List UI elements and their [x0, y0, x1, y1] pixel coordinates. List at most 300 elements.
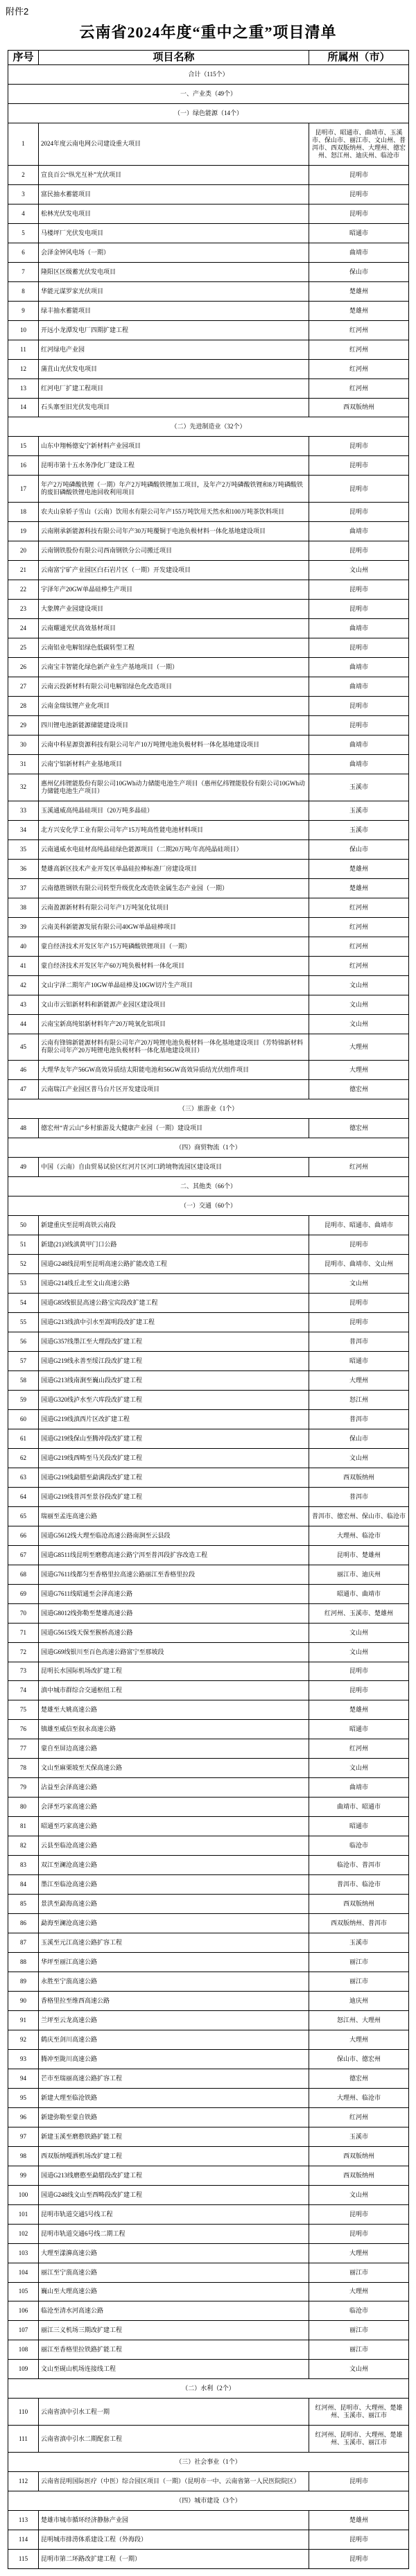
category-label: 一、产业类（49个）: [8, 84, 409, 103]
project-location: 曲靖市: [309, 522, 409, 541]
row-number: 51: [8, 1235, 39, 1255]
project-name: 国道G7611线都匀至香格里拉高速公路丽江至香格里拉段: [39, 1565, 309, 1584]
table-row: [8, 937, 409, 956]
subcategory-row: [8, 1196, 409, 1216]
table-row: [8, 223, 409, 243]
project-name: 文山至麻栗坡至天保高速公路: [39, 1759, 309, 1778]
row-number: 73: [8, 1662, 39, 1681]
project-location: 丽江市: [309, 1953, 409, 1972]
project-location: 昭通市: [309, 1817, 409, 1836]
table-row: [8, 561, 409, 580]
subcategory-label: （四）商贸物流（1个）: [8, 1138, 409, 1158]
project-location: 曲靖市: [309, 677, 409, 697]
table-row: [8, 522, 409, 541]
row-number: 6: [8, 243, 39, 262]
table-row: [8, 2010, 409, 2030]
row-number: 49: [8, 1158, 39, 1177]
row-number: 8: [8, 281, 39, 301]
project-name: 云南富宁矿产业园区白石岩片区（一期）开发建设项目: [39, 561, 309, 580]
row-number: 69: [8, 1584, 39, 1603]
row-number: 83: [8, 1856, 39, 1875]
subcategory-row: [8, 2379, 409, 2399]
table-row: [8, 735, 409, 754]
row-number: 11: [8, 340, 39, 359]
project-location: 文山州: [309, 2360, 409, 2379]
table-row: [8, 1409, 409, 1429]
project-location: 玉溪市: [309, 1933, 409, 1953]
project-name: 山东中翔畅德安宁新材料产业园项目: [39, 437, 309, 456]
total-row: [8, 65, 409, 85]
project-name: 马楼坪厂光伏发电项目: [39, 223, 309, 243]
project-location: 昆明市、曲靖市、文山州: [309, 1255, 409, 1274]
row-number: 55: [8, 1313, 39, 1332]
table-row: [8, 1313, 409, 1332]
project-location: 昆明市: [309, 1662, 409, 1681]
row-number: 20: [8, 541, 39, 561]
table-row: [8, 1332, 409, 1352]
project-location: 文山州: [309, 1623, 409, 1642]
table-row: [8, 1700, 409, 1720]
table-row: [8, 839, 409, 859]
category-label: 二、其他类（66个）: [8, 1177, 409, 1196]
table-row: [8, 2224, 409, 2243]
project-name: 云南耀通光伏高效基材项目: [39, 619, 309, 638]
table-row: [8, 541, 409, 561]
row-number: 52: [8, 1255, 39, 1274]
table-row: [8, 1642, 409, 1662]
project-name: 大象牌产业园建设项目: [39, 600, 309, 619]
project-name: 蒙自至屏边高速公路: [39, 1739, 309, 1759]
table-row: [8, 1933, 409, 1953]
project-location: 红河州: [309, 1158, 409, 1177]
project-name: 大理至漾濞高速公路: [39, 2243, 309, 2263]
project-name: 云南省滇中引水二期配套工程: [39, 2426, 309, 2453]
row-number: 115: [8, 2550, 39, 2569]
project-name: 西双版纳嘎洒机场改扩建工程: [39, 2146, 309, 2166]
row-number: 93: [8, 2049, 39, 2069]
row-number: 60: [8, 1409, 39, 1429]
row-number: 79: [8, 1778, 39, 1798]
table-row: [8, 1817, 409, 1836]
table-row: [8, 1080, 409, 1099]
project-name: 瑞丽至孟连高速公路: [39, 1506, 309, 1526]
table-row: [8, 2127, 409, 2146]
project-name: 蒙自经济技术开发区年产60万吨负极材料一体化项目: [39, 956, 309, 975]
project-name: 会泽金钟风电场（一期）: [39, 243, 309, 262]
project-location: 红河州、昆明市、大理州、楚雄州、玉溪市、丽江市: [309, 2426, 409, 2453]
project-name: 开远小龙潭发电厂四期扩建工程: [39, 320, 309, 340]
project-name: 新建弥勒至蒙自铁路: [39, 2107, 309, 2127]
table-row: [8, 1681, 409, 1700]
row-number: 27: [8, 677, 39, 697]
row-number: 92: [8, 2030, 39, 2049]
project-name: 国道G219线勐腊至勐满段改扩建工程: [39, 1468, 309, 1487]
table-row: [8, 2550, 409, 2569]
row-number: 5: [8, 223, 39, 243]
table-row: [8, 2146, 409, 2166]
project-location: 大理州: [309, 2282, 409, 2301]
table-row: [8, 1856, 409, 1875]
project-location: 文山州: [309, 975, 409, 995]
project-location: 昆明市: [309, 1313, 409, 1332]
row-number: 15: [8, 437, 39, 456]
table-row: [8, 2243, 409, 2263]
row-number: 53: [8, 1274, 39, 1294]
project-location: 文山州: [309, 1759, 409, 1778]
project-name: 芒市至瑞丽高速公路扩容工程: [39, 2069, 309, 2088]
project-location: 西双版纳州: [309, 2166, 409, 2185]
row-number: 84: [8, 1875, 39, 1895]
table-row: [8, 658, 409, 677]
project-name: 昆明市轨道交通6号线二期工程: [39, 2224, 309, 2243]
project-name: 文山宇泽二期年产10GW单晶硅棒及10GW切片生产项目: [39, 975, 309, 995]
project-table: [8, 50, 409, 2569]
row-number: 1: [8, 123, 39, 165]
table-row: [8, 801, 409, 820]
row-number: 25: [8, 638, 39, 658]
project-name: 滇中城市群综合交通枢纽工程: [39, 1681, 309, 1700]
project-name: 玉溪至元江高速公路扩容工程: [39, 1933, 309, 1953]
row-number: 10: [8, 320, 39, 340]
row-number: 91: [8, 2010, 39, 2030]
project-name: 蒲苴山光伏发电项目: [39, 359, 309, 378]
row-number: 32: [8, 774, 39, 801]
row-number: 47: [8, 1080, 39, 1099]
project-location: 普洱市、德宏州、保山市、临沧市: [309, 1506, 409, 1526]
category-row: [8, 84, 409, 103]
project-name: 国道G69线银川至百色高速公路富宁至那坡段: [39, 1642, 309, 1662]
row-number: 105: [8, 2282, 39, 2301]
row-number: 75: [8, 1700, 39, 1720]
project-location: 昆明市: [309, 697, 409, 716]
row-number: 58: [8, 1370, 39, 1390]
table-row: [8, 1235, 409, 1255]
project-name: 松林光伏发电项目: [39, 204, 309, 223]
project-name: 香格里拉至维西高速公路: [39, 1991, 309, 2010]
project-location: 昆明市: [309, 638, 409, 658]
row-number: 43: [8, 995, 39, 1014]
project-name: 丽江三义机场三期改扩建工程: [39, 2321, 309, 2340]
project-location: 文山州: [309, 2185, 409, 2204]
project-location: 西双版纳州、普洱市: [309, 1914, 409, 1933]
project-location: 玉溪市: [309, 2127, 409, 2146]
table-row: [8, 165, 409, 184]
project-location: 普洱市: [309, 1332, 409, 1352]
project-name: 新建重庆至昆明高铁云南段: [39, 1216, 309, 1235]
table-row: [8, 697, 409, 716]
project-name: 云南钢铁股份有限公司西南钢铁分公司搬迁项目: [39, 541, 309, 561]
project-location: 怒江州: [309, 1390, 409, 1409]
project-location: 楚雄州: [309, 1700, 409, 1720]
table-row: [8, 898, 409, 917]
table-row: [8, 123, 409, 165]
subcategory-label: （三）社会事业（1个）: [8, 2453, 409, 2472]
project-location: 大理州: [309, 1034, 409, 1061]
row-number: 59: [8, 1390, 39, 1409]
project-name: 北方兴安化学工业有限公司年产15万吨高性能电池材料项目: [39, 820, 309, 839]
table-row: [8, 638, 409, 658]
table-row: [8, 2049, 409, 2069]
table-row: [8, 995, 409, 1014]
table-row: [8, 1895, 409, 1914]
project-name: 新建(21)3线滇黄甲门口公路: [39, 1235, 309, 1255]
project-name: 腾冲至陇川高速公路: [39, 2049, 309, 2069]
project-location: 昆明市: [309, 1235, 409, 1255]
row-number: 111: [8, 2426, 39, 2453]
table-row: [8, 281, 409, 301]
table-row: [8, 1487, 409, 1506]
table-row: [8, 1739, 409, 1759]
project-name: 永胜至宁蒗高速公路: [39, 1972, 309, 1992]
row-number: 19: [8, 522, 39, 541]
subcategory-row: [8, 103, 409, 123]
project-location: 红河州、昆明市、大理州、楚雄州、玉溪市、丽江市: [309, 2399, 409, 2426]
project-location: 昆明市: [309, 165, 409, 184]
row-number: 50: [8, 1216, 39, 1235]
project-location: 昭通市: [309, 223, 409, 243]
table-row: [8, 1565, 409, 1584]
project-location: 大理州: [309, 2243, 409, 2263]
project-name: 四川锂电池新能源储能建设项目: [39, 716, 309, 736]
project-location: 昆明市、昭通市、曲靖市、玉溪市、保山市、丽江市、文山州、普洱市、西双版纳州、大理州、德宏州、怒江州、迪庆州、临沧市: [309, 123, 409, 165]
project-location: 普洱市: [309, 1409, 409, 1429]
row-number: 36: [8, 859, 39, 878]
project-location: 昆明市: [309, 204, 409, 223]
project-location: 西双版纳州: [309, 1895, 409, 1914]
project-name: 农夫山泉轿子雪山（云南）饮用水有限公司年产155万吨饮用天然水和100万吨茶饮料项目: [39, 503, 309, 522]
project-name: 国道G213线磨憨至勐腊段改扩建工程: [39, 2166, 309, 2185]
table-row: [8, 956, 409, 975]
project-name: 临沧至清水河高速公路: [39, 2301, 309, 2321]
row-number: 72: [8, 1642, 39, 1662]
project-location: 楚雄州: [309, 301, 409, 320]
project-name: 国道G7611线昭通至会泽高速公路: [39, 1584, 309, 1603]
project-name: 云南美科新能源发展有限公司40GW单晶硅棒项目: [39, 917, 309, 937]
row-number: 31: [8, 754, 39, 774]
project-location: 昭通市、曲靖市: [309, 1584, 409, 1603]
project-name: 国道G8511线昆明至磨憨高速公路宁洱至普洱段扩容改造工程: [39, 1545, 309, 1565]
project-location: 丽江市: [309, 1972, 409, 1992]
row-number: 99: [8, 2166, 39, 2185]
table-row: [8, 878, 409, 898]
row-number: 95: [8, 2088, 39, 2107]
project-location: 曲靖市: [309, 619, 409, 638]
table-row: [8, 820, 409, 839]
project-location: 文山州: [309, 1448, 409, 1468]
project-name: 国道G320线泸水至六库段改扩建工程: [39, 1390, 309, 1409]
table-row: [8, 2204, 409, 2224]
row-number: 3: [8, 184, 39, 204]
row-number: 106: [8, 2301, 39, 2321]
project-name: 文山至砚山机场连接线工程: [39, 2360, 309, 2379]
project-name: 富民抽水蓄能项目: [39, 184, 309, 204]
table-row: [8, 2263, 409, 2282]
row-number: 109: [8, 2360, 39, 2379]
row-number: 14: [8, 398, 39, 417]
row-number: 35: [8, 839, 39, 859]
project-name: 昭通至巧家高速公路: [39, 1817, 309, 1836]
project-location: 玉溪市: [309, 774, 409, 801]
row-number: 78: [8, 1759, 39, 1778]
project-location: 文山州: [309, 995, 409, 1014]
project-name: 国道G219线西畴至马关段改扩建工程: [39, 1448, 309, 1468]
project-location: 昆明市: [309, 2204, 409, 2224]
table-row: [8, 2472, 409, 2491]
project-name: 云南宝新高纯铝新材料年产20万吨氧化铝项目: [39, 1014, 309, 1034]
row-number: 98: [8, 2146, 39, 2166]
project-location: 昆明市、楚雄州: [309, 1545, 409, 1565]
table-row: [8, 1798, 409, 1817]
project-name: 惠州亿纬锂能股份有限公司10GWh动力储能电池生产项目（惠州亿纬锂能股份有限公司10GWh动力储能电池生产项目）: [39, 774, 309, 801]
project-location: 丽江市、迪庆州: [309, 1565, 409, 1584]
table-row: [8, 1953, 409, 1972]
row-number: 103: [8, 2243, 39, 2263]
column-header-location: 所属州（市）: [309, 51, 409, 65]
project-location: 临沧市、普洱市: [309, 1856, 409, 1875]
row-number: 96: [8, 2107, 39, 2127]
project-name: 国道G248线昆明至昆明高速公路扩能改造工程: [39, 1255, 309, 1274]
project-name: 云南宁铝新材料产业基地项目: [39, 754, 309, 774]
project-name: 景洪至勐海高速公路: [39, 1895, 309, 1914]
project-name: 勐海至澜沧高速公路: [39, 1914, 309, 1933]
project-name: 云南有锋锦新能源材料有限公司年产20万吨锂电池负极材料一体化基地建设项目（芳特锦新材料有限公司年产20万吨锂电池负极材料一体化基地建设项目）: [39, 1034, 309, 1061]
project-location: 昭通市: [309, 1352, 409, 1371]
row-number: 33: [8, 801, 39, 820]
row-number: 63: [8, 1468, 39, 1487]
project-location: 昆明市: [309, 2530, 409, 2550]
project-location: 红河州: [309, 898, 409, 917]
project-location: 保山市: [309, 1429, 409, 1448]
table-row: [8, 1836, 409, 1856]
table-row: [8, 774, 409, 801]
row-number: 113: [8, 2511, 39, 2530]
project-name: 鹤庆至剑川高速公路: [39, 2030, 309, 2049]
project-location: 西双版纳州: [309, 2146, 409, 2166]
row-number: 18: [8, 503, 39, 522]
row-number: 46: [8, 1061, 39, 1080]
document-title: 云南省2024年度“重中之重”项目清单: [79, 24, 337, 41]
project-name: 国道G219线普洱至景谷段改扩建工程: [39, 1487, 309, 1506]
project-name: 国道G357线墨江至大理段改扩建工程: [39, 1332, 309, 1352]
project-name: 云南中科星源资源科技有限公司年产10万吨锂电池负极材料一体化基地建设项目: [39, 735, 309, 754]
project-name: 德宏州“青云山”乡村旅游及大健康产业园（一期）建设项目: [39, 1119, 309, 1138]
table-row: [8, 1429, 409, 1448]
row-number: 66: [8, 1526, 39, 1545]
project-location: 楚雄州: [309, 859, 409, 878]
project-name: 兰坪至云龙高速公路: [39, 2010, 309, 2030]
project-name: 蒙自经济技术开发区年产15万吨磷酸铁锂项目（一期）: [39, 937, 309, 956]
column-header-no: 序号: [8, 51, 39, 65]
project-location: 西双版纳州: [309, 1468, 409, 1487]
project-location: 普洱市: [309, 1487, 409, 1506]
project-location: 曲靖市: [309, 735, 409, 754]
project-location: 大理州: [309, 1370, 409, 1390]
subcategory-label: （四）城市建设（3个）: [8, 2491, 409, 2511]
row-number: 61: [8, 1429, 39, 1448]
table-row: [8, 340, 409, 359]
row-number: 97: [8, 2127, 39, 2146]
row-number: 112: [8, 2472, 39, 2491]
project-location: 昆明市: [309, 456, 409, 476]
project-location: 红河州: [309, 917, 409, 937]
project-location: 昆明市: [309, 600, 409, 619]
table-row: [8, 378, 409, 398]
row-number: 29: [8, 716, 39, 736]
project-name: 墨江至临沧高速公路: [39, 1875, 309, 1895]
project-name: 新建大理至临沧铁路: [39, 2088, 309, 2107]
project-name: 文山市云铝新材料和新能源产业园区建设项目: [39, 995, 309, 1014]
project-name: 会泽至巧家高速公路: [39, 1798, 309, 1817]
row-number: 22: [8, 580, 39, 600]
row-number: 71: [8, 1623, 39, 1642]
table-row: [8, 1662, 409, 1681]
project-name: 国道G5615线天保至猴桥高速公路: [39, 1623, 309, 1642]
table-row: [8, 2530, 409, 2550]
project-location: 西双版纳州: [309, 398, 409, 417]
project-name: 云南刚承新能源科技有限公司年产30万吨覆铜于电池负极材料一体化基地建设项目: [39, 522, 309, 541]
project-location: 曲靖市、昭通市: [309, 1798, 409, 1817]
project-name: 巍山至大理高速公路: [39, 2282, 309, 2301]
row-number: 54: [8, 1294, 39, 1313]
project-name: 楚雄市城市循环经济静脉产业园: [39, 2511, 309, 2530]
project-location: 昆明市: [309, 2224, 409, 2243]
project-location: 玉溪市: [309, 801, 409, 820]
table-row: [8, 437, 409, 456]
project-name: 国道G213线南涧至巍山段改扩建工程: [39, 1370, 309, 1390]
row-number: 23: [8, 600, 39, 619]
table-row: [8, 677, 409, 697]
subcategory-label: （二）水利（2个）: [8, 2379, 409, 2399]
project-location: 红河州: [309, 359, 409, 378]
project-location: 昆明市: [309, 437, 409, 456]
row-number: 114: [8, 2530, 39, 2550]
project-name: 宇泽年产20GW单晶硅棒生产项目: [39, 580, 309, 600]
project-name: 云南宝丰智能化绿色新产业生产基地项目（一期）: [39, 658, 309, 677]
table-row: [8, 2166, 409, 2185]
project-location: 丽江市: [309, 2340, 409, 2360]
row-number: 24: [8, 619, 39, 638]
table-row: [8, 1584, 409, 1603]
project-location: 红河州、玉溪市、楚雄州: [309, 1603, 409, 1623]
table-row: [8, 243, 409, 262]
project-location: 德宏州: [309, 1080, 409, 1099]
table-row: [8, 1390, 409, 1409]
table-row: [8, 917, 409, 937]
table-row: [8, 1720, 409, 1739]
attachment-label: 附件2: [6, 6, 29, 17]
table-row: [8, 1603, 409, 1623]
row-number: 65: [8, 1506, 39, 1526]
project-location: 保山市: [309, 262, 409, 281]
table-row: [8, 1448, 409, 1468]
row-number: 87: [8, 1933, 39, 1953]
project-location: 大理州、临沧市: [309, 1526, 409, 1545]
table-row: [8, 1506, 409, 1526]
project-name: 新建玉溪至磨憨铁路扩能工程: [39, 2127, 309, 2146]
project-name: 云南德胜钢铁有限公司转型升级优化改造铁金属生态产业园（一期）: [39, 878, 309, 898]
table-row: [8, 2399, 409, 2426]
table-row: [8, 1370, 409, 1390]
table-row: [8, 859, 409, 878]
project-name: 镇雄至威信至叙永高速公路: [39, 1720, 309, 1739]
row-number: 86: [8, 1914, 39, 1933]
row-number: 81: [8, 1817, 39, 1836]
table-row: [8, 2088, 409, 2107]
project-name: 国道G219线永善至绥江段改扩建工程: [39, 1352, 309, 1371]
table-body: [8, 65, 409, 2569]
project-location: 昆明市: [309, 1681, 409, 1700]
project-name: 云县至临沧高速公路: [39, 1836, 309, 1856]
